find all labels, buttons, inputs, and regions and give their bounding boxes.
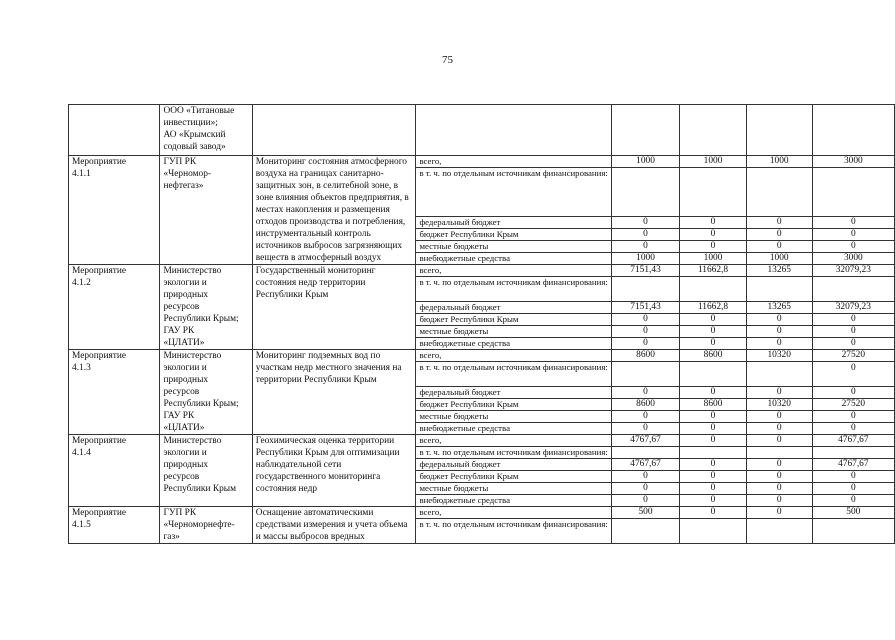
event-cell: Мероприятие 4.1.1 [69,156,160,265]
value-cell: 0 [611,471,679,483]
value-cell: 1000 [611,156,679,168]
value-cell: 0 [812,362,894,387]
executor-cell: ООО «Титановые инвестиции»; АО «Крымский содовый завод» [160,105,252,156]
executor-cell: ГУП РК «Черномор- нефтегаз» [160,156,252,265]
value-cell [812,277,894,302]
table-row [69,350,895,362]
value-cell: 0 [746,387,812,399]
value-cell: 1000 [611,253,679,265]
value-cell: 0 [611,326,679,338]
description-cell: Государственный мониторинг состояния недр территории Республики Крым [252,265,416,350]
value-cell: 0 [611,411,679,423]
event-cell: Мероприятие 4.1.3 [69,350,160,435]
source-cell: федеральный бюджет [416,459,611,471]
value-cell: 0 [812,217,894,229]
value-cell: 0 [746,338,812,350]
value-cell [680,362,747,387]
value-cell: 0 [746,435,812,447]
value-cell: 0 [746,314,812,326]
value-cell: 0 [680,314,747,326]
value-cell: 1000 [746,253,812,265]
value-cell: 8600 [611,350,679,362]
description-cell [252,105,416,156]
value-cell [611,277,679,302]
table-row [69,435,895,447]
value-cell: 7151,43 [611,265,679,277]
table-row [69,265,895,277]
value-cell [746,519,812,544]
value-cell: 0 [812,241,894,253]
description-cell: Мониторинг подземных вод по участкам недр местного значения на территории Республики Крым [252,350,416,435]
executor-cell: ГУП РК «Черноморнефте- газ» [160,507,252,544]
source-cell: в т. ч. по отдельным источникам финансирования: [416,362,611,387]
value-cell: 0 [746,459,812,471]
value-cell: 0 [680,241,747,253]
value-cell: 32079,23 [812,265,894,277]
description-cell: Геохимическая оценка территории Республики Крым для оптимизации наблюдательной сети государственного мониторинга состояния недр [252,435,416,507]
source-cell: внебюджетные средства [416,423,611,435]
value-cell: 13265 [746,302,812,314]
source-cell [416,105,611,156]
source-cell: местные бюджеты [416,241,611,253]
value-cell: 0 [812,423,894,435]
financing-table [68,104,895,544]
value-cell: 0 [812,314,894,326]
value-cell: 0 [680,507,747,519]
event-cell [69,105,160,156]
value-cell: 500 [812,507,894,519]
value-cell: 0 [611,338,679,350]
source-cell: бюджет Республики Крым [416,314,611,326]
value-cell [746,168,812,217]
value-cell [812,105,894,156]
value-cell [812,168,894,217]
value-cell: 0 [611,495,679,507]
executor-cell: Министерство экологии и природных ресурсов Республики Крым; ГАУ РК «ЦЛАТИ» [160,265,252,350]
value-cell [746,447,812,459]
value-cell: 0 [812,471,894,483]
value-cell: 0 [746,241,812,253]
value-cell: 4767,67 [611,435,679,447]
value-cell [746,362,812,387]
source-cell: местные бюджеты [416,326,611,338]
value-cell: 0 [611,217,679,229]
source-cell: федеральный бюджет [416,387,611,399]
value-cell: 32079,23 [812,302,894,314]
source-cell: всего, [416,435,611,447]
value-cell: 0 [812,483,894,495]
source-cell: местные бюджеты [416,411,611,423]
value-cell: 0 [680,229,747,241]
value-cell: 0 [680,411,747,423]
source-cell: бюджет Республики Крым [416,229,611,241]
value-cell: 0 [680,387,747,399]
value-cell: 4767,67 [812,459,894,471]
value-cell [746,105,812,156]
value-cell: 0 [812,411,894,423]
value-cell: 0 [611,387,679,399]
source-cell: всего, [416,265,611,277]
value-cell: 0 [680,423,747,435]
page-number: 75 [442,54,453,66]
value-cell: 8600 [611,399,679,411]
value-cell: 0 [680,483,747,495]
value-cell [611,168,679,217]
description-cell: Оснащение автоматическими средствами измерения и учета объема и массы выбросов вредных [252,507,416,544]
value-cell [611,105,679,156]
source-cell: бюджет Республики Крым [416,399,611,411]
table-row [69,105,895,156]
source-cell: всего, [416,507,611,519]
value-cell: 11662,8 [680,265,747,277]
value-cell: 0 [746,229,812,241]
value-cell: 3000 [812,156,894,168]
value-cell: 8600 [680,399,747,411]
value-cell [812,447,894,459]
description-cell: Мониторинг состояния атмосферного воздуха на границах санитарно-защитных зон, в селитебной зоне, в зоне влияния объектов предприятия, в местах накопления и размещения отходов производства и потребления, инструментальный контроль источников выбросов загрязняющих веществ в атмосферный воздух [252,156,416,265]
value-cell: 13265 [746,265,812,277]
value-cell: 0 [680,471,747,483]
value-cell: 500 [611,507,679,519]
source-cell: местные бюджеты [416,483,611,495]
executor-cell: Министерство экологии и природных ресурсов Республики Крым; ГАУ РК «ЦЛАТИ» [160,350,252,435]
executor-cell: Министерство экологии и природных ресурсов Республики Крым [160,435,252,507]
value-cell: 3000 [812,253,894,265]
value-cell: 0 [746,326,812,338]
source-cell: в т. ч. по отдельным источникам финансирования: [416,447,611,459]
value-cell: 0 [746,411,812,423]
source-cell: в т. ч. по отдельным источникам финансирования: [416,277,611,302]
source-cell: внебюджетные средства [416,253,611,265]
value-cell: 0 [611,241,679,253]
value-cell: 10320 [746,350,812,362]
table-row [69,507,895,519]
value-cell [746,277,812,302]
value-cell [812,519,894,544]
value-cell: 11662,8 [680,302,747,314]
value-cell: 1000 [680,253,747,265]
value-cell: 0 [611,483,679,495]
value-cell [680,168,747,217]
value-cell [611,447,679,459]
source-cell: внебюджетные средства [416,495,611,507]
value-cell [680,277,747,302]
value-cell: 0 [746,483,812,495]
source-cell: внебюджетные средства [416,338,611,350]
value-cell: 0 [680,435,747,447]
value-cell: 0 [812,495,894,507]
event-cell: Мероприятие 4.1.5 [69,507,160,544]
value-cell: 0 [746,471,812,483]
source-cell: всего, [416,350,611,362]
value-cell: 8600 [680,350,747,362]
source-cell: в т. ч. по отдельным источникам финансирования: [416,168,611,217]
event-cell: Мероприятие 4.1.2 [69,265,160,350]
value-cell: 0 [611,314,679,326]
source-cell: в т. ч. по отдельным источникам финансирования: [416,519,611,544]
value-cell: 0 [680,326,747,338]
value-cell: 0 [680,217,747,229]
table-row [69,156,895,168]
value-cell: 10320 [746,399,812,411]
value-cell: 1000 [746,156,812,168]
value-cell: 0 [680,495,747,507]
value-cell [680,105,747,156]
value-cell: 0 [812,229,894,241]
event-cell: Мероприятие 4.1.4 [69,435,160,507]
value-cell: 0 [746,423,812,435]
source-cell: федеральный бюджет [416,302,611,314]
value-cell [680,519,747,544]
value-cell: 7151,43 [611,302,679,314]
value-cell: 0 [812,338,894,350]
value-cell [611,362,679,387]
source-cell: всего, [416,156,611,168]
value-cell: 0 [680,338,747,350]
value-cell: 0 [611,229,679,241]
value-cell: 4767,67 [812,435,894,447]
value-cell: 4767,67 [611,459,679,471]
source-cell: бюджет Республики Крым [416,471,611,483]
value-cell [611,519,679,544]
value-cell: 0 [812,387,894,399]
value-cell: 1000 [680,156,747,168]
value-cell: 0 [680,459,747,471]
value-cell: 27520 [812,399,894,411]
value-cell: 0 [746,217,812,229]
value-cell: 0 [812,326,894,338]
source-cell: федеральный бюджет [416,217,611,229]
value-cell: 0 [611,423,679,435]
value-cell: 27520 [812,350,894,362]
value-cell: 0 [746,507,812,519]
value-cell: 0 [746,495,812,507]
value-cell [680,447,747,459]
